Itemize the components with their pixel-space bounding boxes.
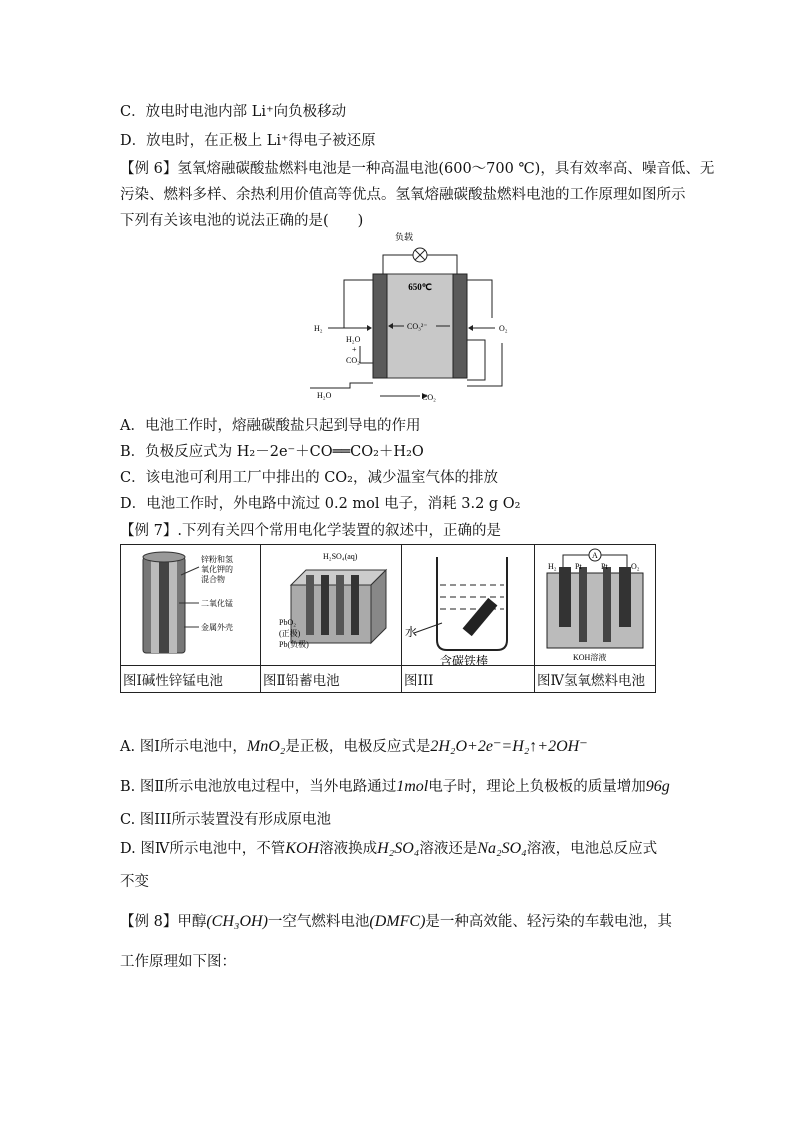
fig3-cell	[402, 545, 535, 666]
example7-title: 【例 7】.下列有关四个常用电化学装置的叙述中，正确的是	[120, 523, 501, 539]
svg-text:(正极): (正极)	[279, 629, 301, 638]
o2-label: O₂	[499, 324, 508, 333]
fig4-cell	[535, 545, 656, 666]
svg-text:H₂SO₄(aq): H₂SO₄(aq)	[323, 552, 358, 561]
co2-bottom-label: CO₂	[422, 393, 436, 402]
svg-text:O₂: O₂	[631, 562, 640, 571]
svg-text:含碳铁棒: 含碳铁棒	[440, 654, 489, 665]
load-label: 负载	[394, 232, 414, 242]
anode	[373, 274, 387, 378]
svg-text:Pt: Pt	[575, 562, 582, 571]
temp-label: 650℃	[408, 282, 432, 292]
hydrogen-fuel-cell-image	[535, 545, 655, 665]
plus-label: +	[352, 345, 357, 354]
option-c-6: C．该电池可利用工厂中排出的 CO₂，减少温室气体的排放	[120, 470, 498, 486]
example6-line1: 【例 6】氢氧熔融碳酸盐燃料电池是一种高温电池(600～700 ℃)，具有效率高、噪音低、无	[120, 161, 715, 177]
fig1-cell	[121, 545, 261, 666]
fig1-caption: 图Ⅰ碱性锌锰电池	[121, 666, 261, 693]
option-a-7: A. 图Ⅰ所示电池中，MnO₂是正极，电极反应式是2H₂O+2e⁻=H₂↑+2OH⁻	[120, 738, 588, 755]
example8-line2: 工作原理如下图：	[120, 954, 236, 970]
svg-text:KOH溶液: KOH溶液	[573, 653, 607, 662]
svg-text:A: A	[592, 551, 598, 560]
carbonate-label: CO₃²⁻	[407, 322, 428, 331]
alkaline-battery-image	[121, 545, 260, 665]
svg-text:氧化钾的: 氧化钾的	[201, 565, 233, 574]
svg-text:Pt: Pt	[601, 562, 608, 571]
iron-rod-beaker-image	[402, 545, 534, 665]
svg-text:金属外壳: 金属外壳	[201, 623, 233, 632]
option-d-6: D．电池工作时，外电路中流过 0.2 mol 电子，消耗 3.2 g O₂	[120, 496, 521, 512]
lead-acid-battery-image	[261, 545, 401, 665]
option-d-7-line2: 不变	[120, 874, 149, 890]
fig4-caption: 图Ⅳ氢氧燃料电池	[535, 666, 656, 693]
example6-line3: 下列有关该电池的说法正确的是( )	[120, 213, 364, 229]
option-d-7: D. 图Ⅳ所示电池中，不管KOH溶液换成H₂SO₄溶液还是Na₂SO₄溶液，电池总反应式	[120, 840, 658, 857]
option-b-7: B. 图Ⅱ所示电池放电过程中，当外电路通过1mol电子时，理论上负极板的质量增加96g	[120, 778, 670, 795]
fuel-cell-diagram	[300, 228, 525, 408]
svg-text:PbO₂: PbO₂	[279, 618, 297, 627]
svg-text:混合物: 混合物	[201, 575, 225, 584]
svg-text:Pb(负极): Pb(负极)	[279, 640, 309, 649]
fig2-caption: 图Ⅱ铅蓄电池	[261, 666, 402, 693]
cathode	[453, 274, 467, 378]
option-c-7: C. 图III所示装置没有形成原电池	[120, 812, 331, 828]
option-c-prev: C．放电时电池内部 Li⁺向负极移动	[120, 104, 347, 120]
svg-text:二氧化锰: 二氧化锰	[201, 599, 233, 608]
figure-table	[120, 544, 656, 693]
option-b-6: B．负极反应式为 H₂－2e⁻＋CO══CO₂＋H₂O	[120, 444, 424, 460]
h2o-left-label: H₂O	[346, 335, 361, 344]
svg-text:锌粉和氢: 锌粉和氢	[201, 555, 233, 564]
svg-text:H₂: H₂	[548, 562, 557, 571]
svg-text:水: 水	[405, 625, 418, 639]
option-d-prev: D．放电时，在正极上 Li⁺得电子被还原	[120, 133, 376, 149]
co2-left-label: CO₂	[346, 356, 360, 365]
example8-line1: 【例 8】甲醇(CH₃OH)一空气燃料电池(DMFC)是一种高效能、轻污染的车载电池，其	[120, 913, 672, 930]
fig2-cell	[261, 545, 402, 666]
h2o-bottom-label: H₂O	[317, 391, 332, 400]
h2-label: H₂	[314, 324, 323, 333]
option-a-6: A．电池工作时，熔融碳酸盐只起到导电的作用	[120, 418, 421, 434]
fig3-caption: 图III	[402, 666, 535, 693]
example6-line2: 污染、燃料多样、余热利用价值高等优点。氢氧熔融碳酸盐燃料电池的工作原理如图所示	[120, 187, 686, 203]
